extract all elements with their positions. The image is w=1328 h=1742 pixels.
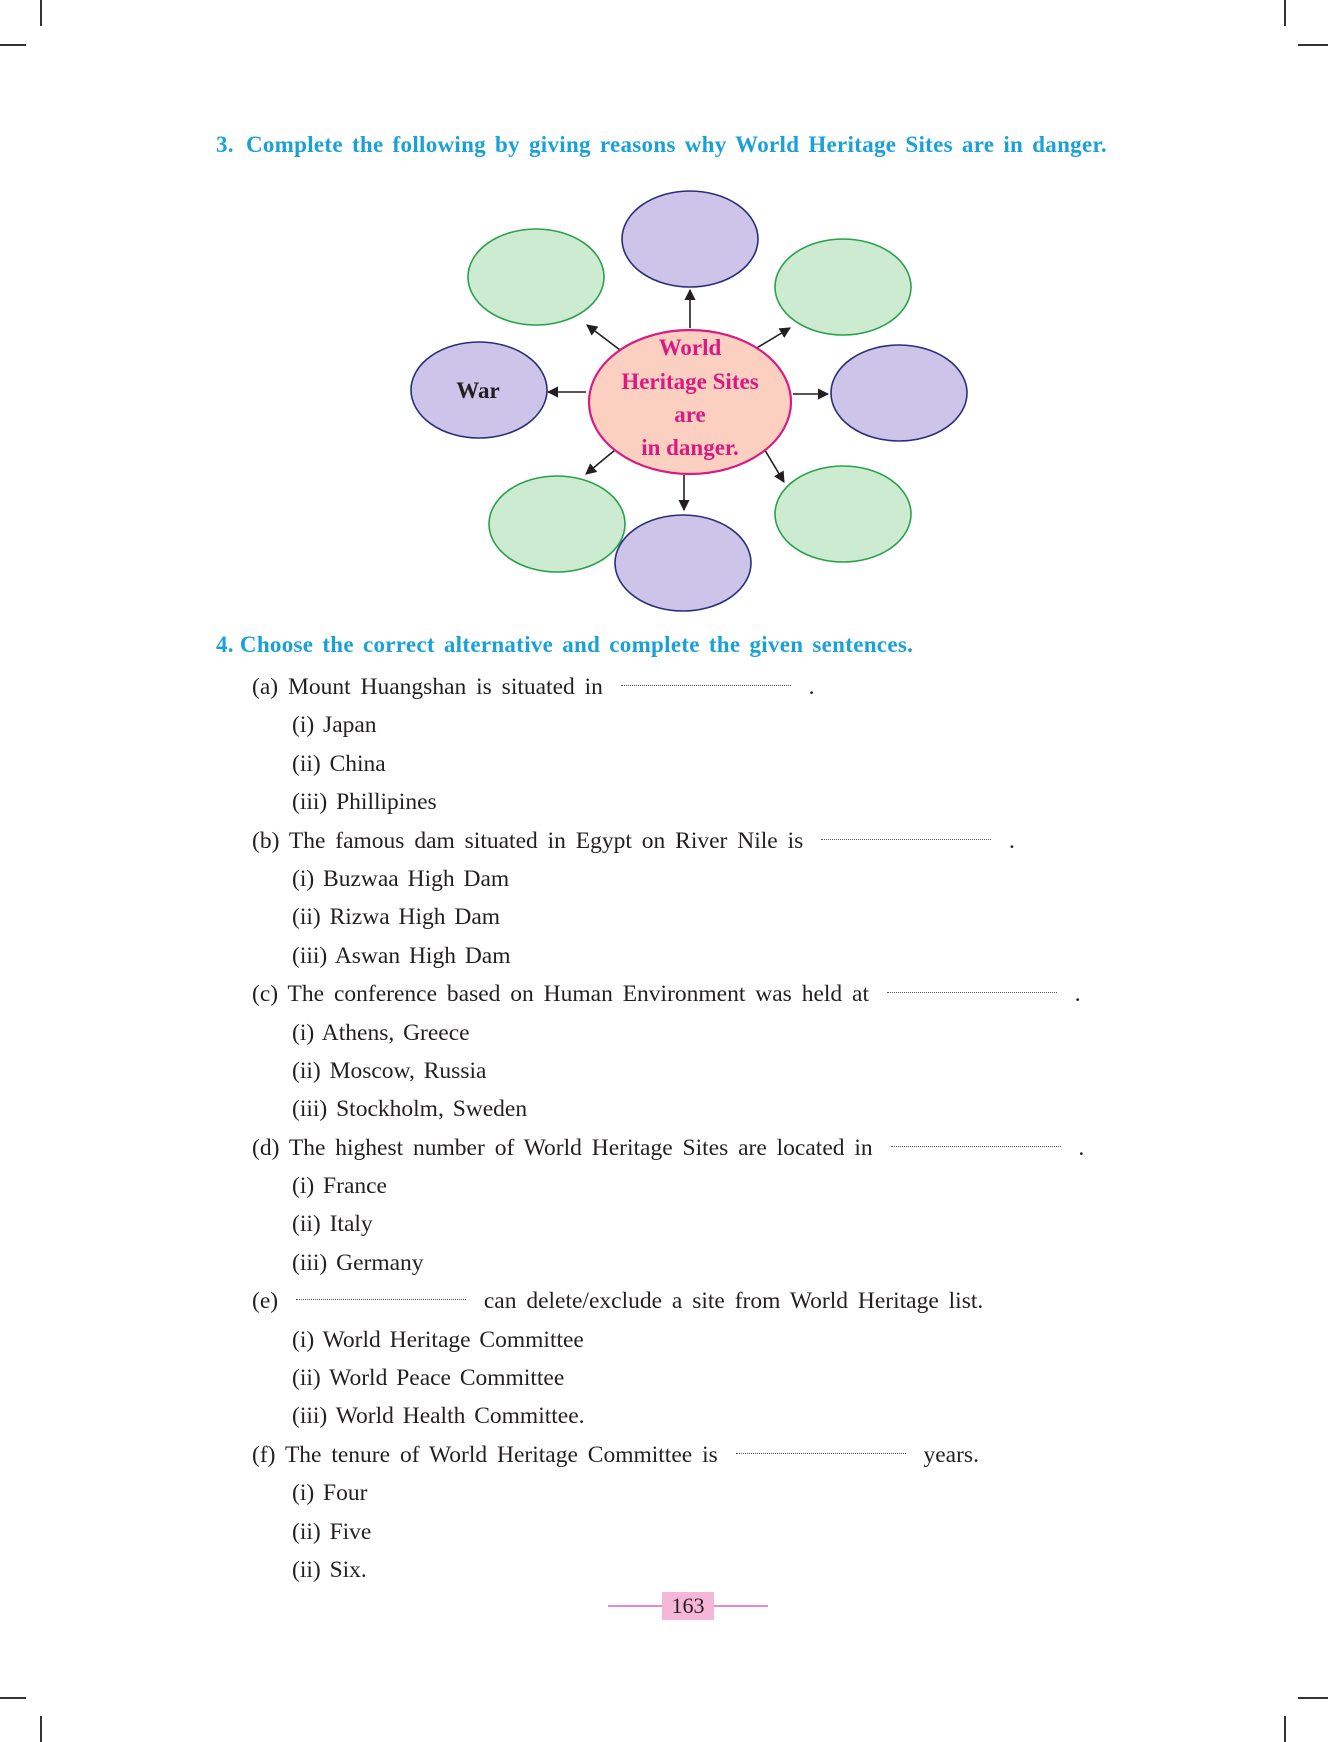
- answer-blank[interactable]: [621, 684, 791, 686]
- item-end: years.: [923, 1441, 979, 1468]
- answer-blank[interactable]: [821, 838, 991, 840]
- option: (ii) China: [292, 750, 386, 777]
- item-end: can delete/exclude a site from World Heritage list.: [483, 1288, 984, 1315]
- item-end: .: [1078, 1134, 1085, 1161]
- crop-mark: [1298, 44, 1328, 46]
- item-text: Mount Huangshan is situated in: [287, 674, 603, 700]
- item-c: [252, 975, 1252, 1013]
- option: (ii) Five: [292, 1518, 372, 1545]
- oval-top-left: [468, 229, 604, 325]
- answer-blank[interactable]: [296, 1298, 466, 1300]
- page-footer: [608, 1590, 768, 1622]
- question-text: Choose the correct alternative and complete the given sentences.: [239, 632, 914, 657]
- oval-bottom-right: [775, 466, 911, 562]
- item-text: The tenure of World Heritage Committee is: [284, 1441, 718, 1468]
- center-line-4: in danger.: [641, 435, 739, 460]
- center-line-1: World: [658, 335, 722, 360]
- crop-mark: [1284, 1716, 1286, 1742]
- oval-bottom-left: [489, 476, 625, 572]
- question-3-heading: [216, 132, 1107, 158]
- oval-bottom: [615, 515, 751, 611]
- item-label: (a): [252, 674, 279, 700]
- option: (i) World Heritage Committee: [292, 1326, 584, 1353]
- spider-diagram: [400, 180, 990, 620]
- item-a: [252, 668, 1252, 706]
- question-4-heading: [216, 632, 913, 658]
- question-4-items: [252, 668, 1252, 1589]
- item-d: [252, 1129, 1252, 1167]
- question-text: Complete the following by giving reasons why World Heritage Sites are in danger.: [245, 132, 1107, 157]
- crop-mark: [1284, 0, 1286, 26]
- page-rule-left: [608, 1605, 662, 1607]
- item-end: .: [1074, 981, 1081, 1008]
- oval-top-right: [775, 239, 911, 335]
- option: (ii) Italy: [292, 1211, 373, 1238]
- option: (iii) Aswan High Dam: [292, 942, 511, 969]
- oval-top: [622, 191, 758, 287]
- answer-blank[interactable]: [887, 991, 1057, 993]
- option: (ii) Moscow, Russia: [292, 1057, 487, 1084]
- item-label: (b): [252, 827, 280, 854]
- item-label: (c): [252, 981, 279, 1008]
- crop-mark: [0, 44, 26, 46]
- answer-blank[interactable]: [736, 1452, 906, 1454]
- option: (iii) Germany: [292, 1249, 424, 1276]
- item-f: [252, 1436, 1252, 1474]
- answer-blank[interactable]: [891, 1145, 1061, 1147]
- option: (ii) Rizwa High Dam: [292, 904, 501, 931]
- center-line-2: Heritage Sites: [621, 369, 759, 394]
- item-text: The highest number of World Heritage Sites are located in: [288, 1134, 873, 1161]
- item-label: (e): [252, 1288, 279, 1315]
- option: (iii) World Health Committee.: [292, 1403, 585, 1430]
- question-number: 4.: [216, 632, 234, 657]
- option: (i) Buzwaa High Dam: [292, 865, 510, 892]
- center-line-3: are: [674, 402, 706, 427]
- option: (i) France: [292, 1173, 387, 1200]
- item-end: .: [808, 674, 815, 700]
- option: (iii) Stockholm, Sweden: [292, 1096, 528, 1123]
- item-e: [252, 1282, 1252, 1320]
- war-label: War: [456, 378, 500, 403]
- page-number: 163: [662, 1592, 714, 1620]
- option: (i) Japan: [292, 712, 377, 739]
- option: (i) Four: [292, 1480, 368, 1507]
- arrow-up-left: [587, 325, 620, 350]
- oval-right: [831, 345, 967, 441]
- crop-mark: [0, 1697, 26, 1699]
- arrow-down-left: [586, 450, 615, 474]
- item-text: The conference based on Human Environment was held at: [287, 981, 869, 1008]
- crop-mark: [1298, 1697, 1328, 1699]
- item-end: .: [1009, 827, 1015, 854]
- item-label: (d): [252, 1134, 280, 1161]
- crop-mark: [40, 0, 42, 26]
- option: (ii) World Peace Committee: [292, 1365, 565, 1392]
- item-b: [252, 822, 1252, 860]
- option: (ii) Six.: [292, 1556, 367, 1583]
- crop-mark: [40, 1716, 42, 1742]
- option: (iii) Phillipines: [292, 789, 437, 816]
- question-number: 3.: [216, 132, 234, 157]
- option: (i) Athens, Greece: [292, 1019, 470, 1046]
- item-text: The famous dam situated in Egypt on River Nile is: [288, 827, 804, 854]
- item-label: (f): [252, 1441, 276, 1468]
- page-rule-right: [714, 1605, 768, 1607]
